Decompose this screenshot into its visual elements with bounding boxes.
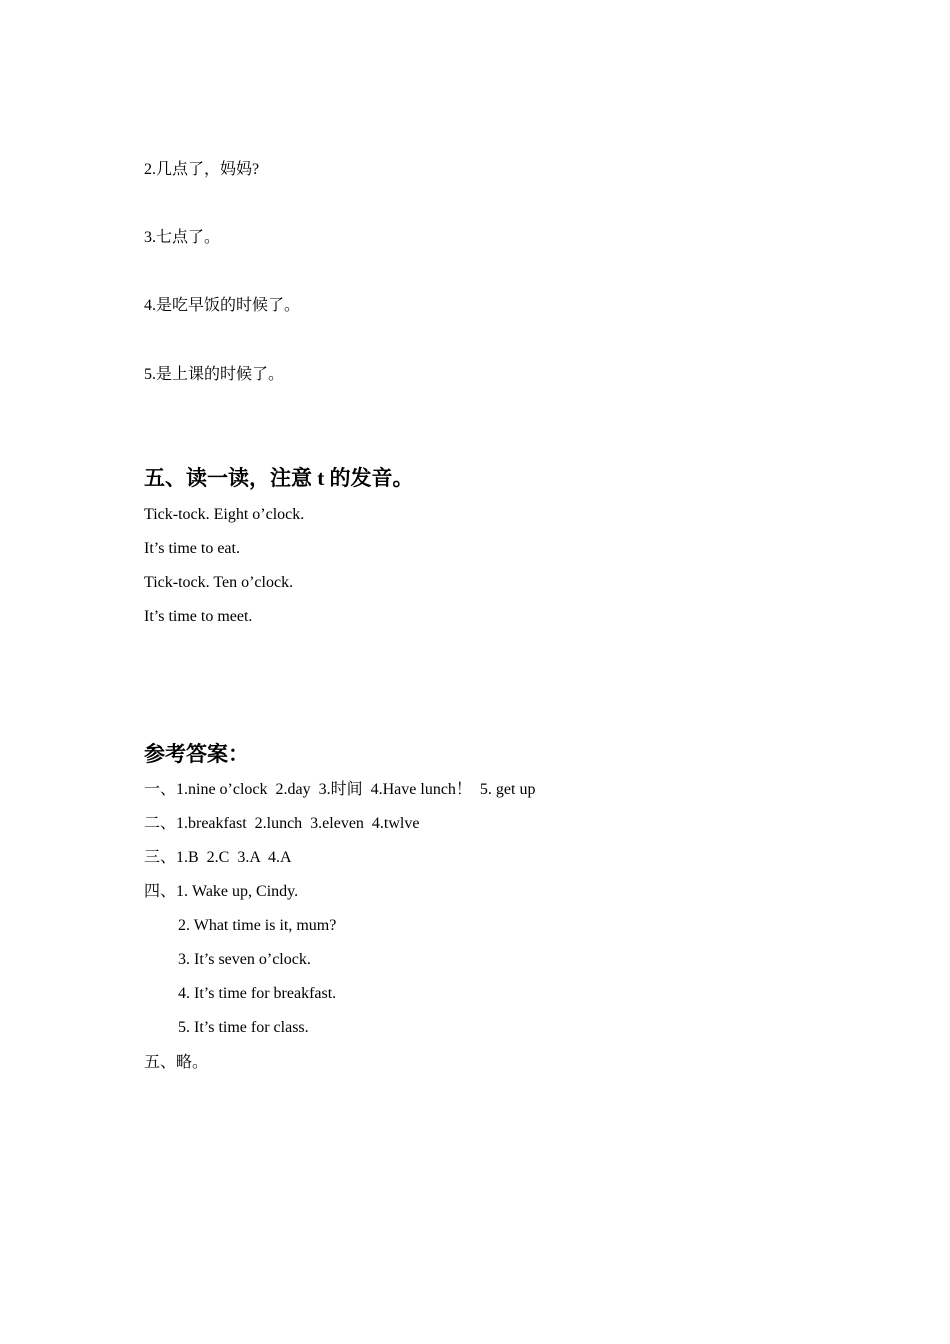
answer-part-3: 三、1.B 2.C 3.A 4.A [144,849,292,866]
answer-part-4-item-4: 4. It’s time for breakfast. [178,985,337,1002]
answer-part-1: 一、1.nine o’clock 2.day 3.时间 4.Have lunch！ 5. get up [144,781,536,798]
answers-title: 参考答案： [144,742,249,766]
translation-item-3: 3.七点了。 [144,229,221,246]
translation-item-5: 5.是上课的时候了。 [144,366,285,383]
section-title: 五、读一读，注意 t 的发音。 [144,466,414,490]
translation-item-2: 2.几点了，妈妈? [144,161,260,178]
answer-part-4-item-3: 3. It’s seven o’clock. [178,951,311,968]
answer-part-4-item-5: 5. It’s time for class. [178,1019,309,1036]
reading-line-1: Tick-tock. Eight o’clock. [144,506,305,523]
translation-item-4: 4.是吃早饭的时候了。 [144,297,301,314]
reading-line-2: It’s time to eat. [144,540,240,557]
reading-line-4: It’s time to meet. [144,608,253,625]
answer-part-4: 四、1. Wake up, Cindy. [144,883,299,900]
reading-line-3: Tick-tock. Ten o’clock. [144,574,294,591]
answer-part-5: 五、略。 [144,1054,209,1071]
answer-part-4-item-2: 2. What time is it, mum? [178,917,337,934]
answer-part-2: 二、1.breakfast 2.lunch 3.eleven 4.twlve [144,815,420,832]
